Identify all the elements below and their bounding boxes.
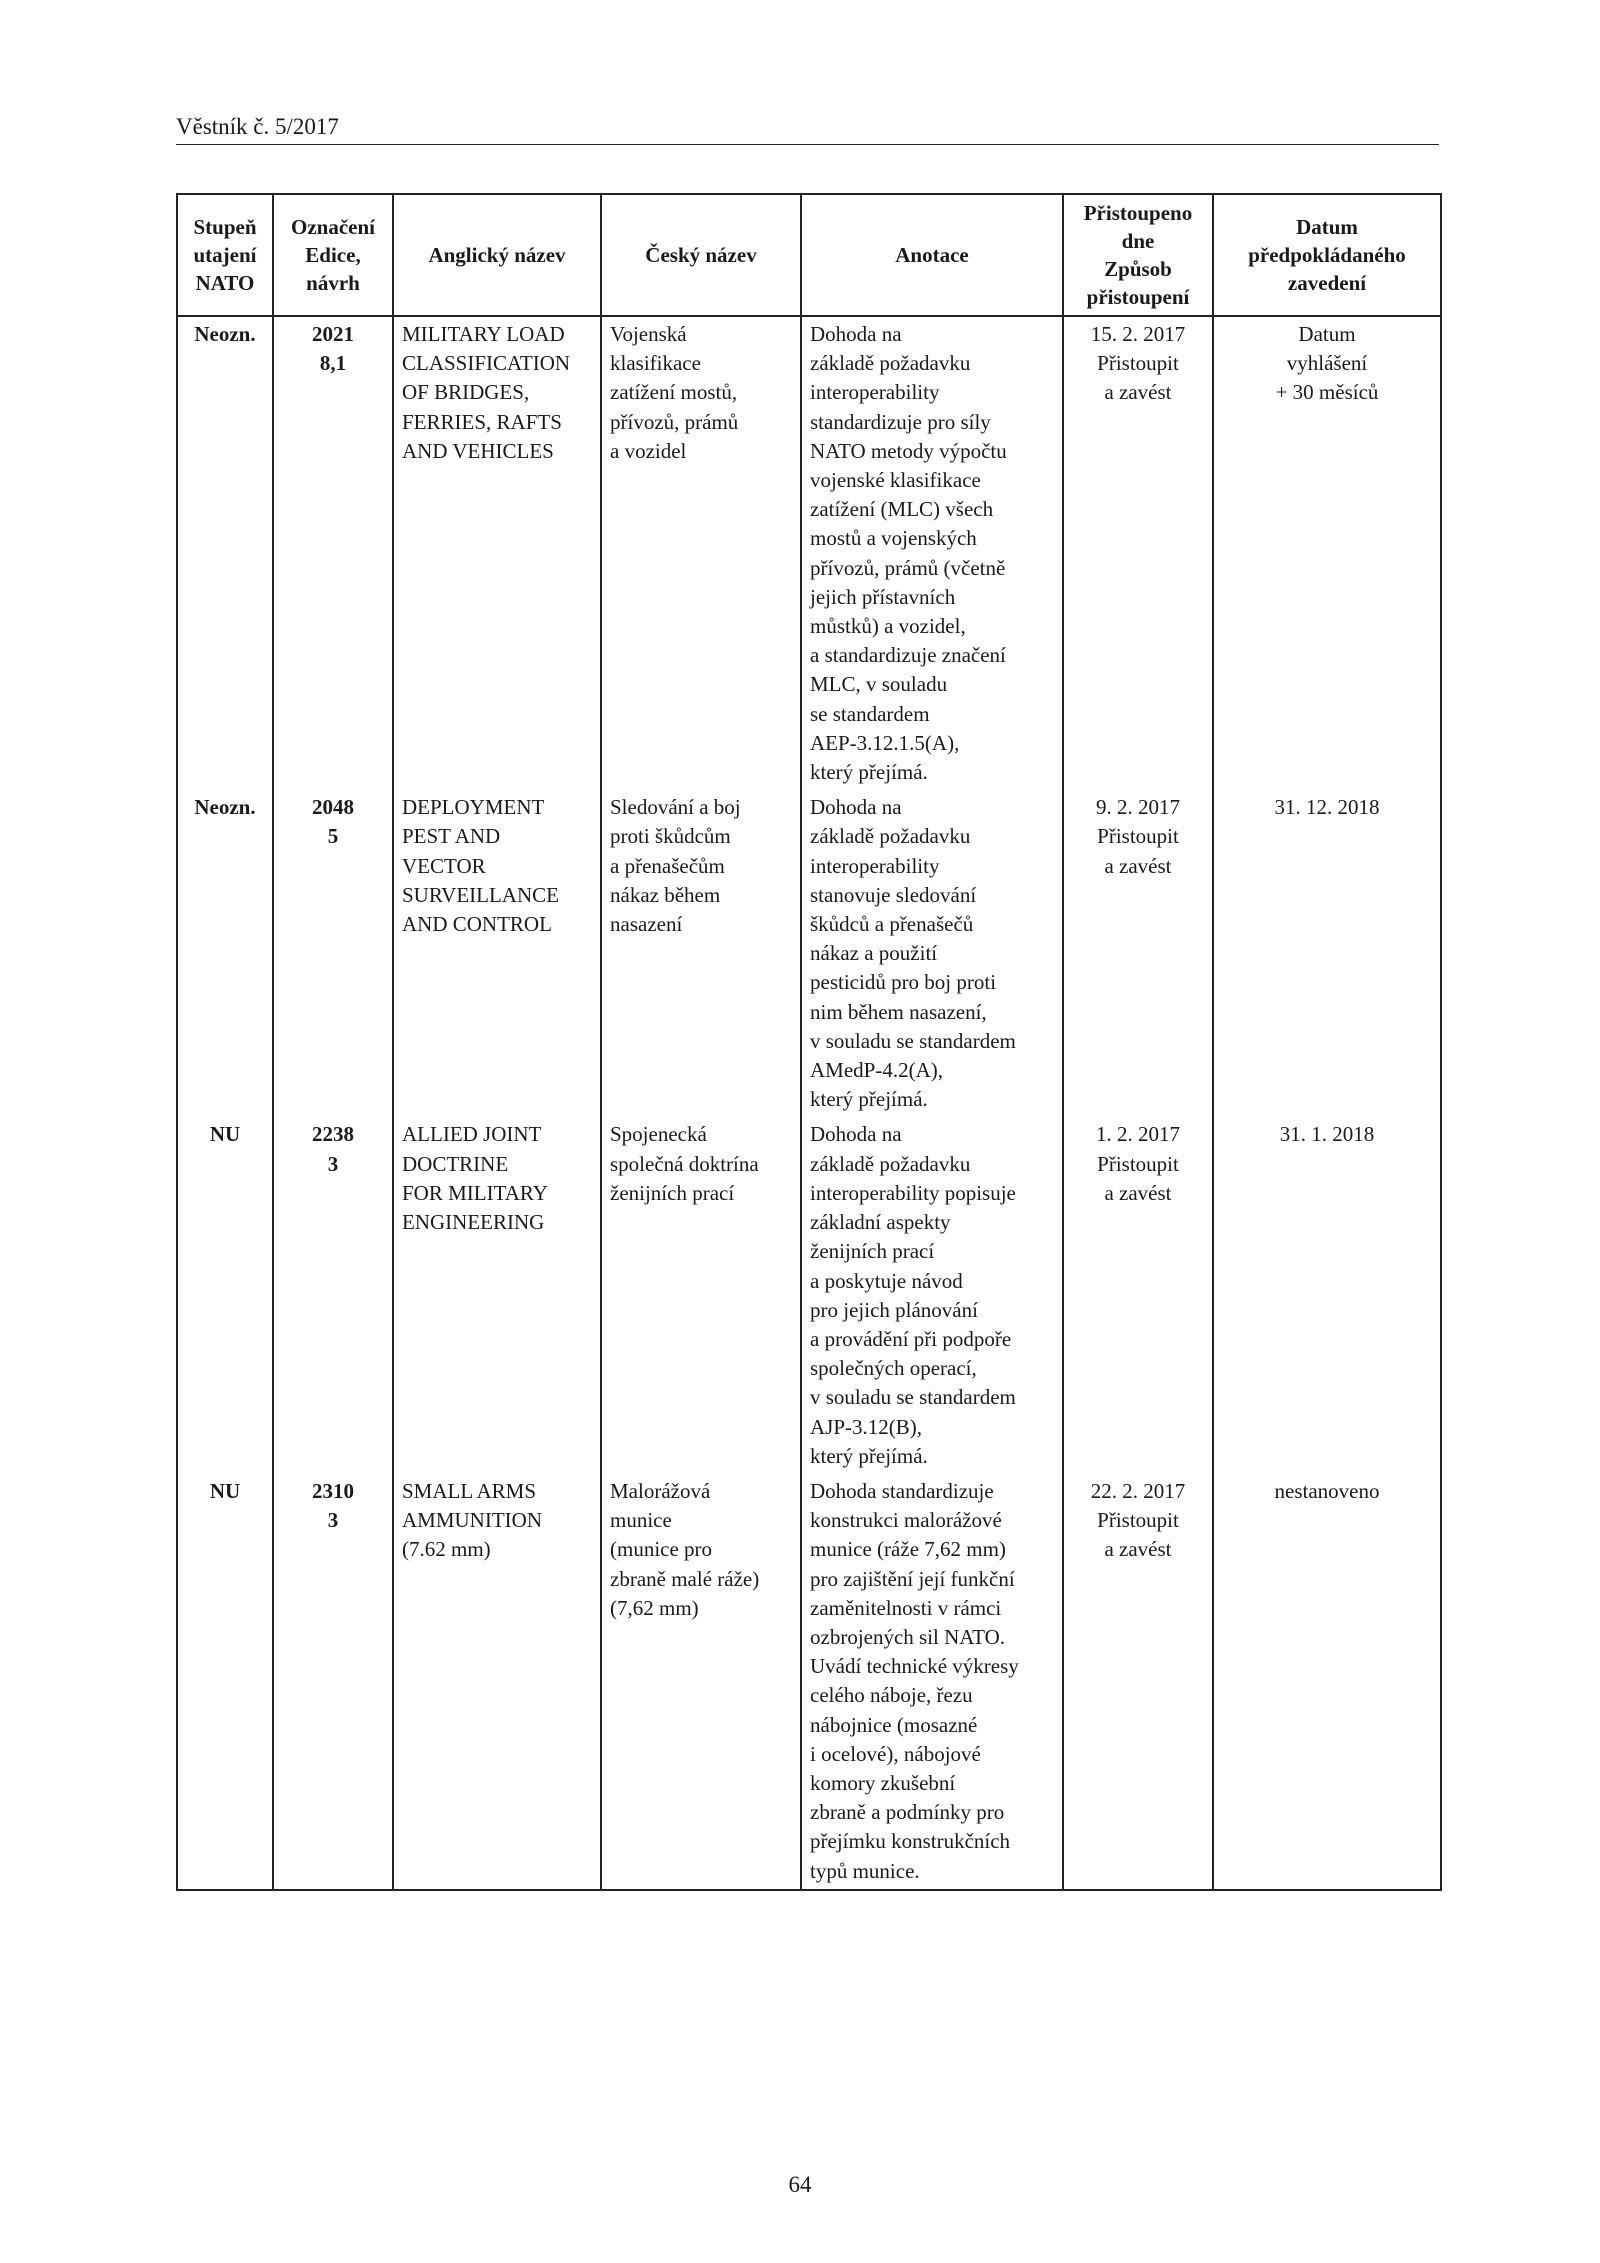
- implementation-date-cell: nestanoveno: [1213, 1474, 1441, 1890]
- english-title-cell: MILITARY LOAD CLASSIFICATION OF BRIDGES, FERRIES, RAFTS AND VEHICLES: [393, 316, 601, 790]
- classification-cell: NU: [177, 1474, 273, 1890]
- designation-cell: 2238 3: [273, 1117, 393, 1473]
- implementation-date-cell: 31. 12. 2018: [1213, 790, 1441, 1117]
- accession-cell: 1. 2. 2017 Přistoupit a zavést: [1063, 1117, 1213, 1473]
- annotation-cell: Dohoda na základě požadavku interoperability standardizuje pro síly NATO metody výpočtu vojenské klasifikace zatížení (MLC) všech mostů a vojenských přívozů, prámů (včetně jejich přístavních můstků) a vozidel, a standardizuje značení MLC, v souladu se standardem AEP-3.12.1.5(A), který přejímá.: [801, 316, 1063, 790]
- col-header-accession: Přistoupeno dne Způsob přistoupení: [1063, 194, 1213, 316]
- table-row: [177, 790, 1441, 1117]
- table-header-row: [177, 194, 1441, 316]
- annotation-cell: Dohoda na základě požadavku interoperability stanovuje sledování škůdců a přenašečů nákaz a použití pesticidů pro boj proti nim během nasazení, v souladu se standardem AMedP-4.2(A), který přejímá.: [801, 790, 1063, 1117]
- classification-cell: Neozn.: [177, 790, 273, 1117]
- col-header-implementation-date: Datum předpokládaného zavedení: [1213, 194, 1441, 316]
- col-header-annotation: Anotace: [801, 194, 1063, 316]
- table-row: [177, 1117, 1441, 1473]
- designation-cell: 2048 5: [273, 790, 393, 1117]
- czech-title-cell: Spojenecká společná doktrína ženijních prací: [601, 1117, 801, 1473]
- accession-cell: 9. 2. 2017 Přistoupit a zavést: [1063, 790, 1213, 1117]
- accession-cell: 22. 2. 2017 Přistoupit a zavést: [1063, 1474, 1213, 1890]
- accession-cell: 15. 2. 2017 Přistoupit a zavést: [1063, 316, 1213, 790]
- english-title-cell: SMALL ARMS AMMUNITION (7.62 mm): [393, 1474, 601, 1890]
- implementation-date-cell: Datum vyhlášení + 30 měsíců: [1213, 316, 1441, 790]
- english-title-cell: DEPLOYMENT PEST AND VECTOR SURVEILLANCE AND CONTROL: [393, 790, 601, 1117]
- col-header-classification: Stupeň utajení NATO: [177, 194, 273, 316]
- annotation-cell: Dohoda standardizuje konstrukci malorážové munice (ráže 7,62 mm) pro zajištění její funkční zaměnitelnosti v rámci ozbrojených sil NATO. Uvádí technické výkresy celého náboje, řezu nábojnice (mosazné i ocelové), nábojové komory zkušební zbraně a podmínky pro přejímku konstrukčních typů munice.: [801, 1474, 1063, 1890]
- classification-cell: Neozn.: [177, 316, 273, 790]
- classification-cell: NU: [177, 1117, 273, 1473]
- implementation-date-cell: 31. 1. 2018: [1213, 1117, 1441, 1473]
- stanag-table: [176, 193, 1442, 1891]
- designation-cell: 2021 8,1: [273, 316, 393, 790]
- page-number: 64: [788, 2172, 812, 2197]
- col-header-czech-title: Český název: [601, 194, 801, 316]
- czech-title-cell: Malorážová munice (munice pro zbraně malé ráže) (7,62 mm): [601, 1474, 801, 1890]
- czech-title-cell: Sledování a boj proti škůdcům a přenašečům nákaz během nasazení: [601, 790, 801, 1117]
- table-row: [177, 1474, 1441, 1890]
- col-header-english-title: Anglický název: [393, 194, 601, 316]
- designation-cell: 2310 3: [273, 1474, 393, 1890]
- page-header: Věstník č. 5/2017: [176, 114, 1439, 145]
- col-header-designation: Označení Edice, návrh: [273, 194, 393, 316]
- english-title-cell: ALLIED JOINT DOCTRINE FOR MILITARY ENGINEERING: [393, 1117, 601, 1473]
- czech-title-cell: Vojenská klasifikace zatížení mostů, přívozů, prámů a vozidel: [601, 316, 801, 790]
- table-row: [177, 316, 1441, 790]
- annotation-cell: Dohoda na základě požadavku interoperability popisuje základní aspekty ženijních prací a poskytuje návod pro jejich plánování a provádění při podpoře společných operací, v souladu se standardem AJP-3.12(B), který přejímá.: [801, 1117, 1063, 1473]
